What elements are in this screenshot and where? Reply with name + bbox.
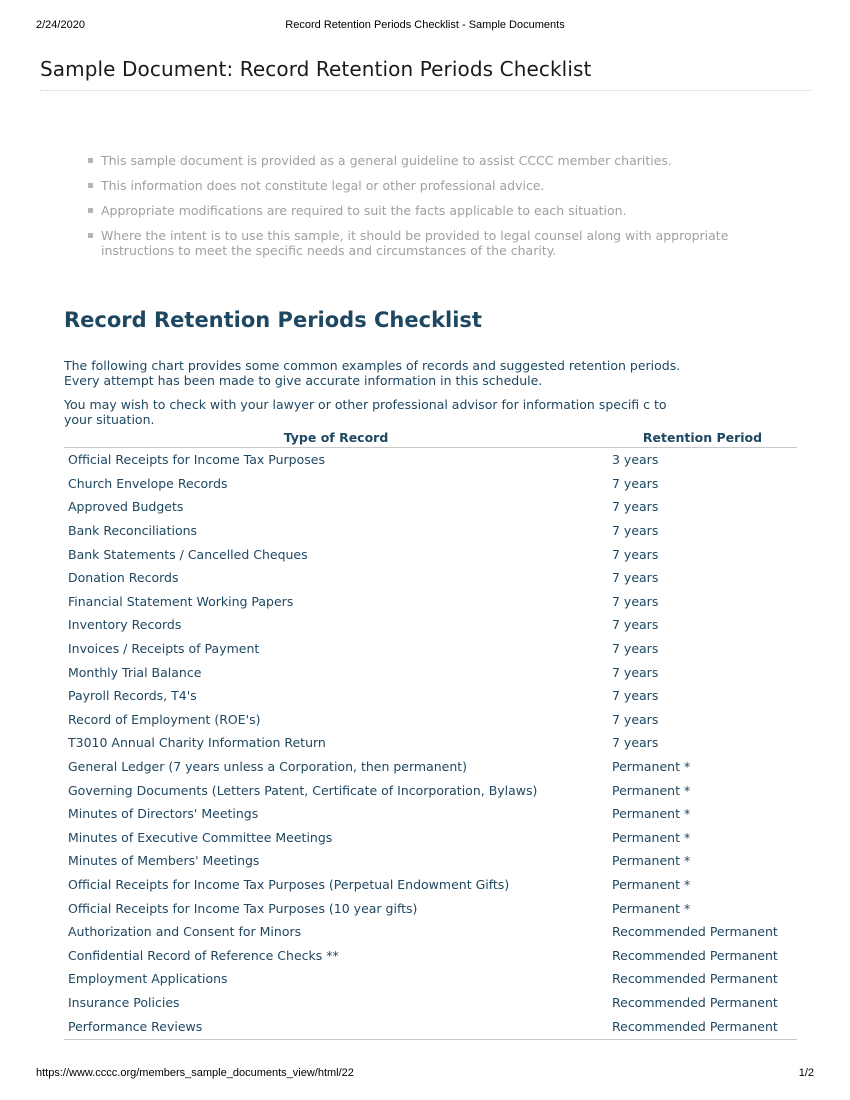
print-footer: [36, 1067, 814, 1081]
intro-paragraph: The following chart provides some common examples of records and suggested retention periods. Every attempt has been made to give accurate information in this schedule.: [64, 358, 681, 388]
retention-period-cell: Permanent *: [612, 876, 691, 892]
disclaimer-item: Appropriate modifications are required to suit the facts applicable to each situation.: [85, 203, 785, 218]
record-type-cell: Official Receipts for Income Tax Purposes (Perpetual Endowment Gifts): [68, 876, 510, 892]
retention-period-cell: Recommended Permanent: [612, 947, 778, 963]
record-type-cell: Insurance Policies: [68, 994, 180, 1010]
record-type-cell: Payroll Records, T4's: [68, 688, 197, 704]
table-row: [64, 755, 797, 779]
intro-paragraph-advisor: You may wish to check with your lawyer or other professional advisor for information specifi c to your situation.: [64, 397, 667, 427]
retention-table: [64, 428, 797, 1040]
table-row: [64, 495, 797, 519]
record-type-cell: Confidential Record of Reference Checks **: [68, 947, 339, 963]
table-row: [64, 943, 797, 967]
title-divider: [40, 90, 812, 91]
table-row: [64, 1014, 797, 1040]
retention-period-cell: Recommended Permanent: [608, 1014, 797, 1040]
record-type-cell: Minutes of Executive Committee Meetings: [68, 829, 333, 845]
retention-period-cell: 7 years: [612, 546, 659, 562]
record-type-cell: Governing Documents (Letters Patent, Certificate of Incorporation, Bylaws): [68, 782, 538, 798]
record-type-cell: Financial Statement Working Papers: [68, 593, 294, 609]
retention-period-cell: 7 years: [612, 523, 659, 539]
disclaimer-item: Where the intent is to use this sample, it should be provided to legal counsel along with appropriate instructions to meet the specific needs and circumstances of the charity.: [85, 228, 785, 258]
retention-period-cell: 3 years: [612, 452, 659, 468]
table-row: [64, 731, 797, 755]
record-type-cell: Donation Records: [68, 570, 179, 586]
retention-period-cell: 7 years: [612, 711, 659, 727]
table-row: [64, 849, 797, 873]
record-type-cell: Approved Budgets: [68, 499, 184, 515]
column-header-type: Type of Record: [64, 428, 608, 448]
table-header-row: [64, 428, 797, 448]
table-row: [64, 708, 797, 732]
retention-period-cell: 7 years: [612, 735, 659, 751]
record-type-cell: Minutes of Directors' Meetings: [68, 806, 259, 822]
table-row: [64, 542, 797, 566]
retention-period-cell: 7 years: [612, 617, 659, 633]
table-row: [64, 519, 797, 543]
retention-period-cell: 7 years: [612, 593, 659, 609]
table-row: [64, 873, 797, 897]
retention-period-cell: Permanent *: [612, 782, 691, 798]
record-type-cell: Performance Reviews: [64, 1014, 608, 1040]
record-type-cell: Inventory Records: [68, 617, 182, 633]
print-date: 2/24/2020: [36, 19, 85, 31]
print-header: [36, 19, 814, 33]
table-row: [64, 566, 797, 590]
retention-period-cell: Permanent *: [612, 829, 691, 845]
record-type-cell: Record of Employment (ROE's): [68, 711, 261, 727]
disclaimer-item: This information does not constitute legal or other professional advice.: [85, 178, 785, 193]
retention-period-cell: 7 years: [612, 570, 659, 586]
record-type-cell: Authorization and Consent for Minors: [68, 924, 302, 940]
table-row: [64, 660, 797, 684]
table-row: [64, 920, 797, 944]
retention-period-cell: Recommended Permanent: [612, 971, 778, 987]
record-type-cell: Invoices / Receipts of Payment: [68, 641, 260, 657]
record-type-cell: General Ledger (7 years unless a Corporation, then permanent): [68, 759, 468, 775]
print-url: https://www.cccc.org/members_sample_documents_view/html/22: [36, 1067, 354, 1079]
retention-period-cell: 7 years: [612, 688, 659, 704]
record-type-cell: Official Receipts for Income Tax Purposes (10 year gifts): [68, 900, 418, 916]
print-document-title: Record Retention Periods Checklist - Sample Documents: [285, 19, 565, 31]
disclaimer-item: This sample document is provided as a general guideline to assist CCCC member charities.: [85, 153, 785, 168]
record-type-cell: Official Receipts for Income Tax Purposes: [68, 452, 325, 468]
record-type-cell: T3010 Annual Charity Information Return: [68, 735, 326, 751]
retention-period-cell: Permanent *: [612, 806, 691, 822]
retention-period-cell: 7 years: [612, 499, 659, 515]
record-type-cell: Bank Statements / Cancelled Cheques: [68, 546, 308, 562]
table-row: [64, 991, 797, 1015]
record-type-cell: Minutes of Members' Meetings: [68, 853, 260, 869]
retention-period-cell: 7 years: [612, 475, 659, 491]
record-type-cell: Bank Reconciliations: [68, 523, 198, 539]
table-row: [64, 637, 797, 661]
column-header-period: Retention Period: [608, 428, 797, 448]
page-number: 1/2: [798, 1067, 814, 1079]
table-row: [64, 448, 797, 472]
table-row: [64, 613, 797, 637]
table-row: [64, 472, 797, 496]
retention-period-cell: Permanent *: [612, 759, 691, 775]
table-row: [64, 967, 797, 991]
retention-period-cell: Recommended Permanent: [612, 994, 778, 1010]
table-row: [64, 802, 797, 826]
table-row: [64, 826, 797, 850]
table-row: [64, 896, 797, 920]
retention-period-cell: Permanent *: [612, 900, 691, 916]
section-heading: Record Retention Periods Checklist: [64, 308, 482, 332]
disclaimer-list: [85, 153, 785, 268]
page-title: Sample Document: Record Retention Periods Checklist: [40, 57, 592, 81]
record-type-cell: Employment Applications: [68, 971, 228, 987]
retention-period-cell: Permanent *: [612, 853, 691, 869]
table-row: [64, 778, 797, 802]
table-row: [64, 590, 797, 614]
table-row: [64, 684, 797, 708]
retention-table-body: [64, 448, 797, 1040]
retention-period-cell: Recommended Permanent: [612, 924, 778, 940]
record-type-cell: Church Envelope Records: [68, 475, 228, 491]
retention-period-cell: 7 years: [612, 641, 659, 657]
retention-period-cell: 7 years: [612, 664, 659, 680]
record-type-cell: Monthly Trial Balance: [68, 664, 202, 680]
